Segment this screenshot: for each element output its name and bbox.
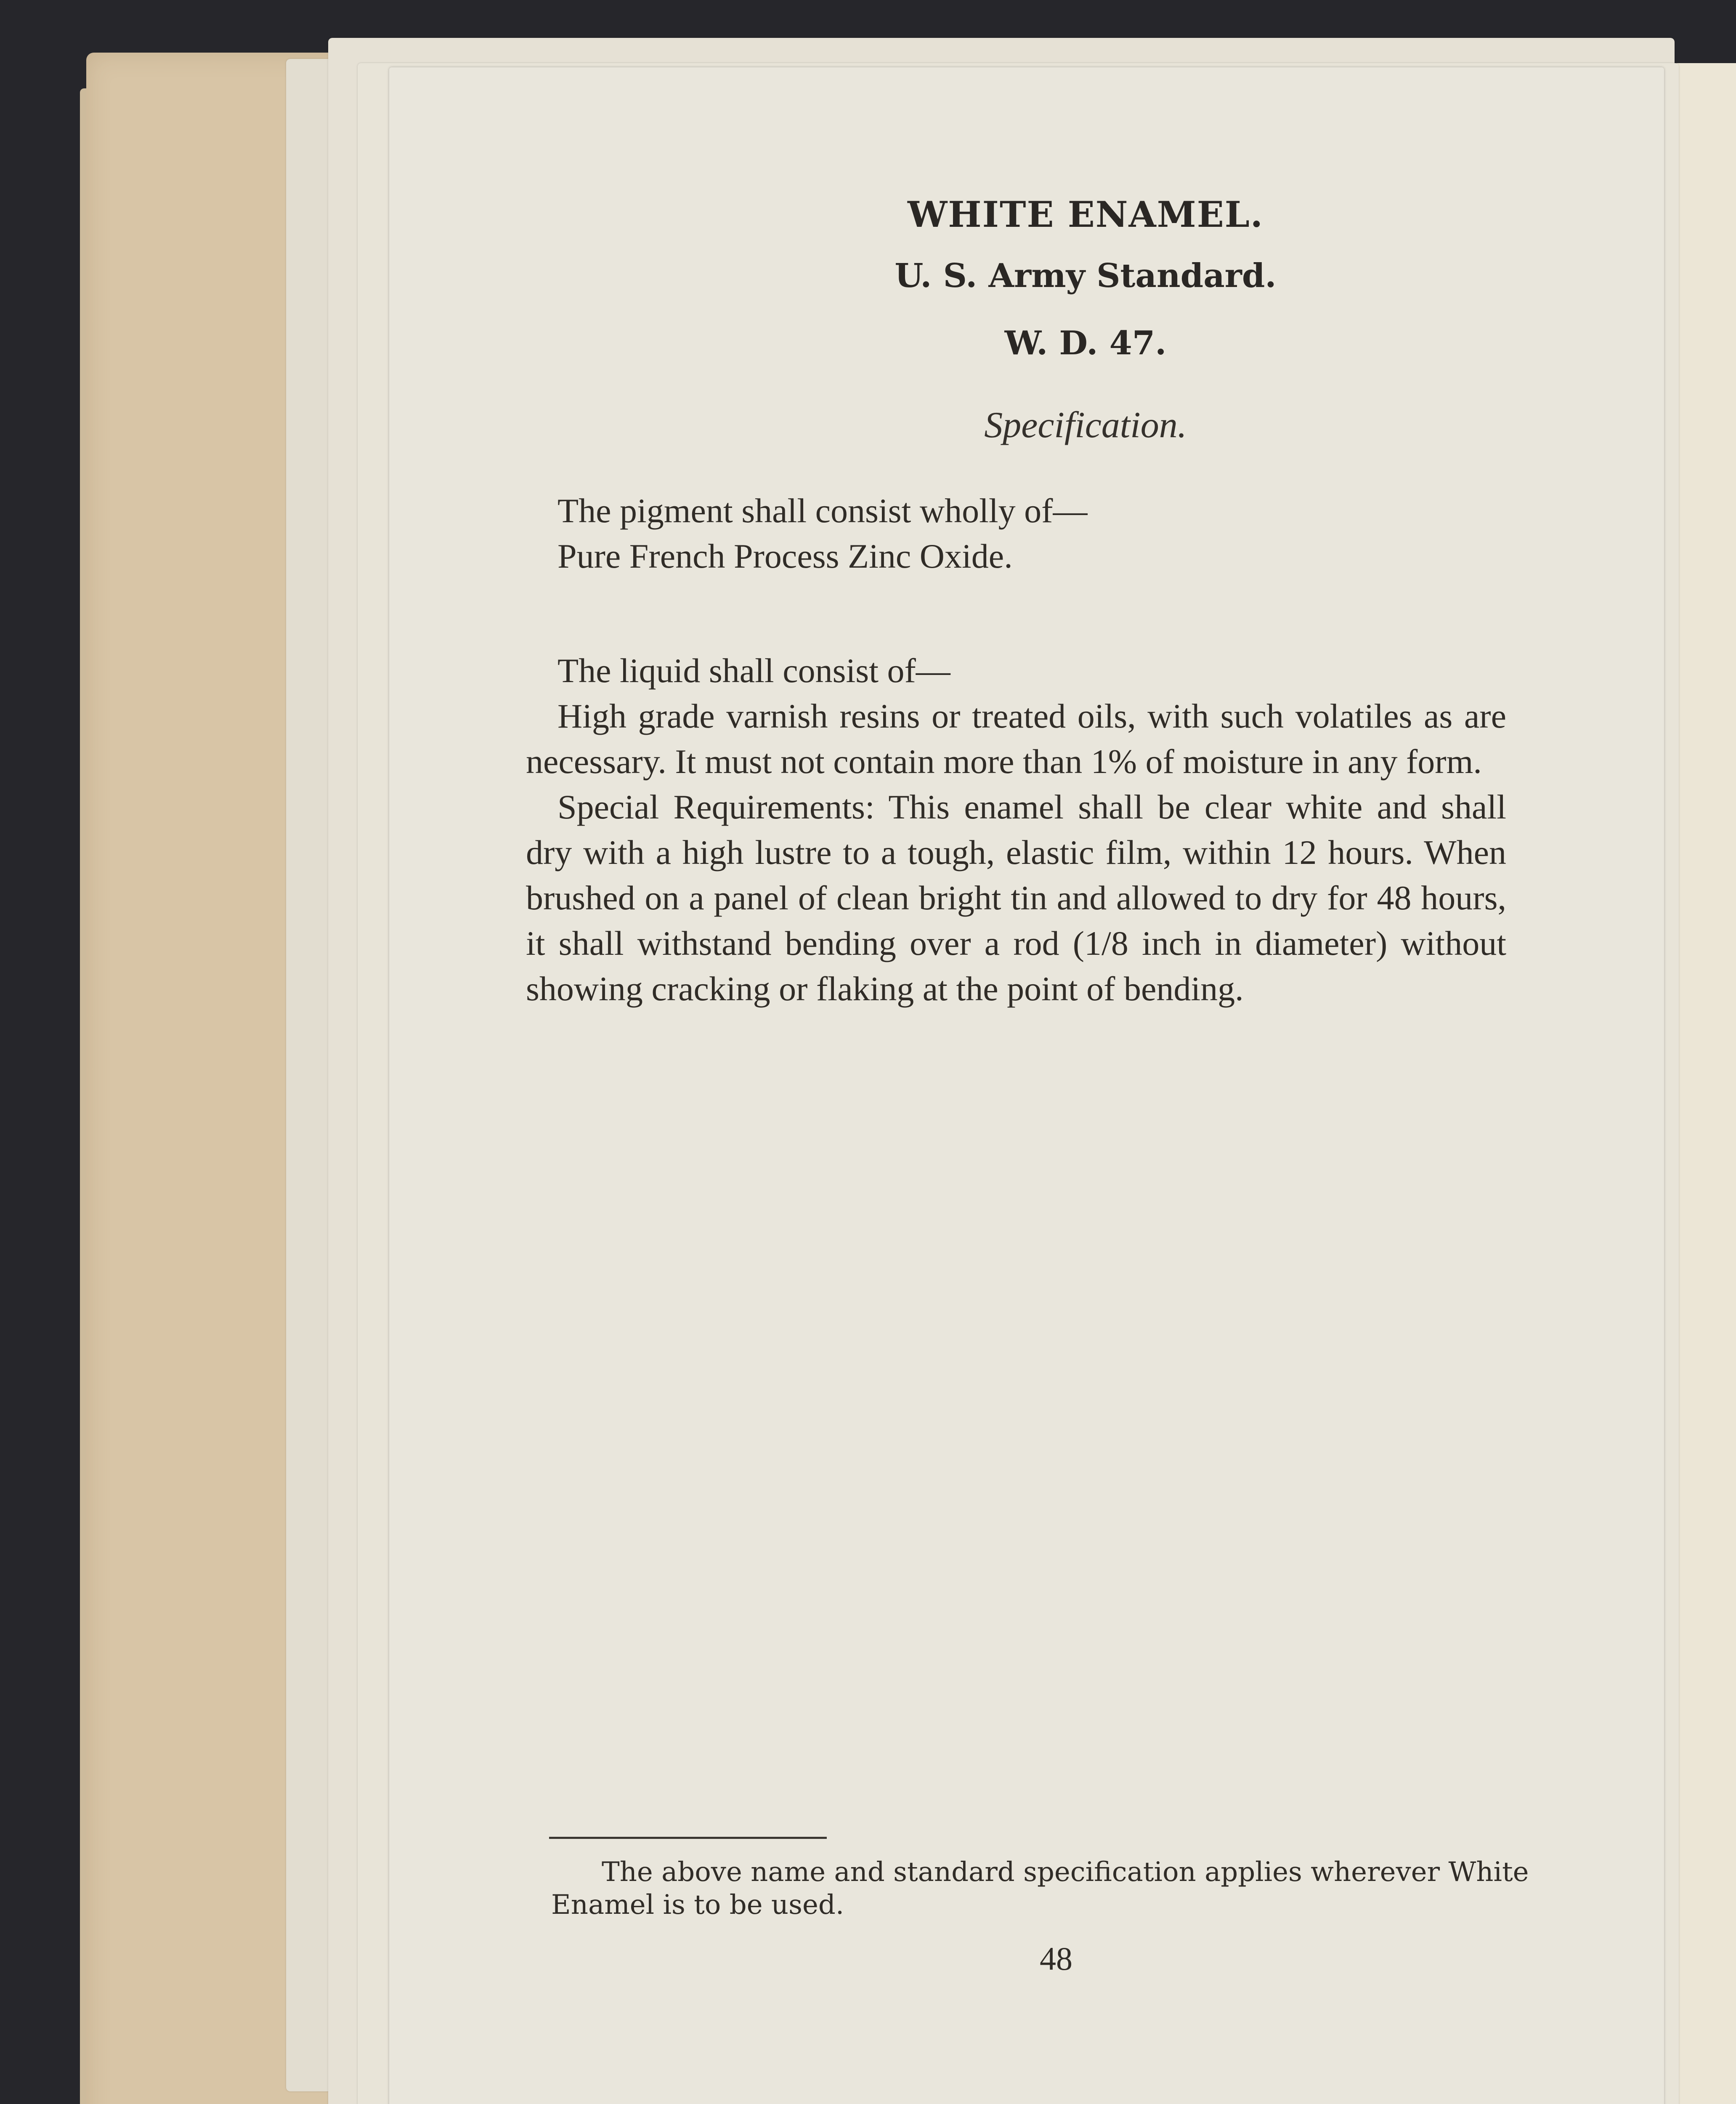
pigment-line-1: The pigment shall consist wholly of— <box>557 491 1088 530</box>
special-requirements: Special Requirements: This enamel shall be clear white and shall dry with a high lustre to a tough, elastic film, within 12 hours. When brushed on a panel of clean bright tin and allowed to dry for 48 hours, it shall withstand bending over a rod (1/8 inch in diameter) without showing cracking or flaking at the point of bending. <box>526 788 1506 1008</box>
document-code: W. D. 47. <box>1004 324 1167 362</box>
page-number: 48 <box>1040 1940 1072 1977</box>
document-page <box>389 67 1664 2104</box>
pigment-section <box>526 488 1506 579</box>
document-subtitle: U. S. Army Standard. <box>895 257 1277 295</box>
liquid-text: High grade varnish resins or treated oils, with such volatiles as are necessary. It must not contain more than 1% of moisture in any form. <box>526 697 1506 781</box>
liquid-intro: The liquid shall consist of— <box>557 651 950 690</box>
document-title: WHITE ENAMEL. <box>907 194 1264 235</box>
section-heading: Specification. <box>984 405 1187 446</box>
book-spine <box>1672 63 1736 2104</box>
liquid-section <box>526 648 1506 1012</box>
pigment-line-2: Pure French Process Zinc Oxide. <box>557 537 1013 575</box>
footnote-divider <box>549 1837 827 1839</box>
footnote: The above name and standard specification applies wherever White Enamel is to be used. <box>551 1857 1529 1921</box>
